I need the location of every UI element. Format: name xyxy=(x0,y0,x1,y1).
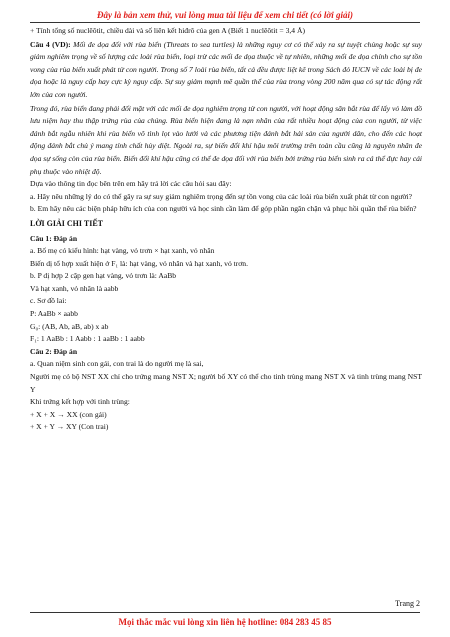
solution-title: LỜI GIẢI CHI TIẾT xyxy=(30,218,103,228)
hotline-footer: Mọi thắc mắc vui lòng xin liên hệ hotline: 084 283 45 85 xyxy=(118,617,332,627)
answer-2-line: Khi trứng kết hợp với tinh trùng: xyxy=(30,397,130,407)
page-number: Trang 2 xyxy=(395,599,420,608)
answer-2-label: Câu 2: Đáp án xyxy=(30,346,78,356)
answer-1-line: c. Sơ đồ lai: xyxy=(30,296,67,306)
question-4-part-b: b. Em hãy nêu các biện pháp hữu ích của con người và học sinh cần làm để góp phần ngăn chặn và phục hồi quần thể rùa biển? xyxy=(30,204,417,214)
header-divider xyxy=(30,22,420,23)
document-body xyxy=(30,25,422,434)
answer-1-line: F₁: 1 AaBb : 1 Aabb : 1 aaBb : 1 aabb xyxy=(30,334,145,344)
answer-1-line: P: AaBb × aabb xyxy=(30,309,78,319)
answer-1-line: Biến dị tổ hợp xuất hiện ở F₁ là: hạt vàng, vỏ nhăn và hạt xanh, vỏ trơn. xyxy=(30,258,249,268)
answer-2-line: + X + X → XX (con gái) xyxy=(30,409,107,419)
footer-divider xyxy=(30,612,420,613)
answer-1-line: Và hạt xanh, vỏ nhăn là aabb xyxy=(30,283,119,293)
answer-2-line: a. Quan niệm sinh con gái, con trai là do người mẹ là sai, xyxy=(30,359,204,369)
answer-2-line: Người mẹ có bộ NST XX chỉ cho trứng mang NST X; người bố XY có thể cho tinh trùng mang NST X và tinh trùng mang NST Y xyxy=(30,372,422,394)
answer-2-line: + X + Y → XY (Con trai) xyxy=(30,422,109,432)
question-4-paragraph-2: Trong đó, rùa biển đang phải đối mặt với các mối đe dọa nghiêm trọng từ con người, với hoạt động săn bắt rùa để lấy vỏ làm đồ lưu niệm hay thu thập trứng rùa của chúng. Rùa biển hiện đang là nạn nhân của rất nhiều hoạt động của con người, từ việc đánh bắt ngẫu nhiên khi rùa biển vô tình lọt vào lưới và các phương tiện đánh bắt hải sản của người dân, cho đến các hoạt động đánh bắt chủ ý mang tính chất hủy diệt. Ngoài ra, sự biến đổi khí hậu môi trường trên toàn cầu cũng là nguyên nhân đe dọa sự sống còn của rùa biển. Biến đổi khí hậu cũng có thể đe dọa đối với rùa biển bởi trứng rùa biển sinh ra cá thể đực hay cái phụ thuộc vào nhiệt độ. xyxy=(30,103,422,176)
intro-line: + Tính tổng số nuclêôtit, chiều dài và số liên kết hiđrô của gen A (Biết 1 nuclêôtit = 3,4 Å) xyxy=(30,26,305,35)
answer-1-label: Câu 1: Đáp án xyxy=(30,233,78,243)
answer-1-line: G₀: (AB, Ab, aB, ab) x ab xyxy=(30,321,109,331)
question-4-text-1: Mối đe dọa đối với rùa biển (Threats to sea turtles) là những nguy cơ có thể xảy ra sự tuyệt chủng hoặc sự suy giảm nghiêm trọng về số lượng các loài rùa biển, loại trừ các mối đe dọa thuộc về tự nhiên, những mối đe dọa chính cho sự tồn vong của rùa biển xuất phát từ con người. Trong số 7 loài rùa biển, tất cả đều được liệt kê trong Sách đỏ IUCN về các loài bị đe dọa hoặc là nguy cấp hay cực kỳ nguy cấp. Sự suy giảm mạnh mẽ quần thể của rùa trong vòng 200 năm qua có sự tác động rất lớn của con người. xyxy=(30,39,423,99)
preview-banner: Đây là bản xem thử, vui lòng mua tài liệu để xem chi tiết (có lời giải) xyxy=(97,10,353,20)
question-4-label: Câu 4 (VD): xyxy=(30,39,71,49)
question-4-paragraph-1 xyxy=(30,39,422,102)
question-4-instruction: Dựa vào thông tin đọc bên trên em hãy trả lời các câu hỏi sau đây: xyxy=(30,179,232,189)
question-4-part-a: a. Hãy nêu những lý do có thể gây ra sự suy giảm nghiêm trọng đến sự tồn vong của các loài rùa biển xuất phát từ con người? xyxy=(30,191,413,201)
answer-1-line: b. P dị hợp 2 cặp gen hạt vàng, vỏ trơn là: AaBb xyxy=(30,271,177,281)
answer-1-line: a. Bố mẹ có kiểu hình: hạt vàng, vỏ trơn × hạt xanh, vỏ nhăn xyxy=(30,246,215,256)
